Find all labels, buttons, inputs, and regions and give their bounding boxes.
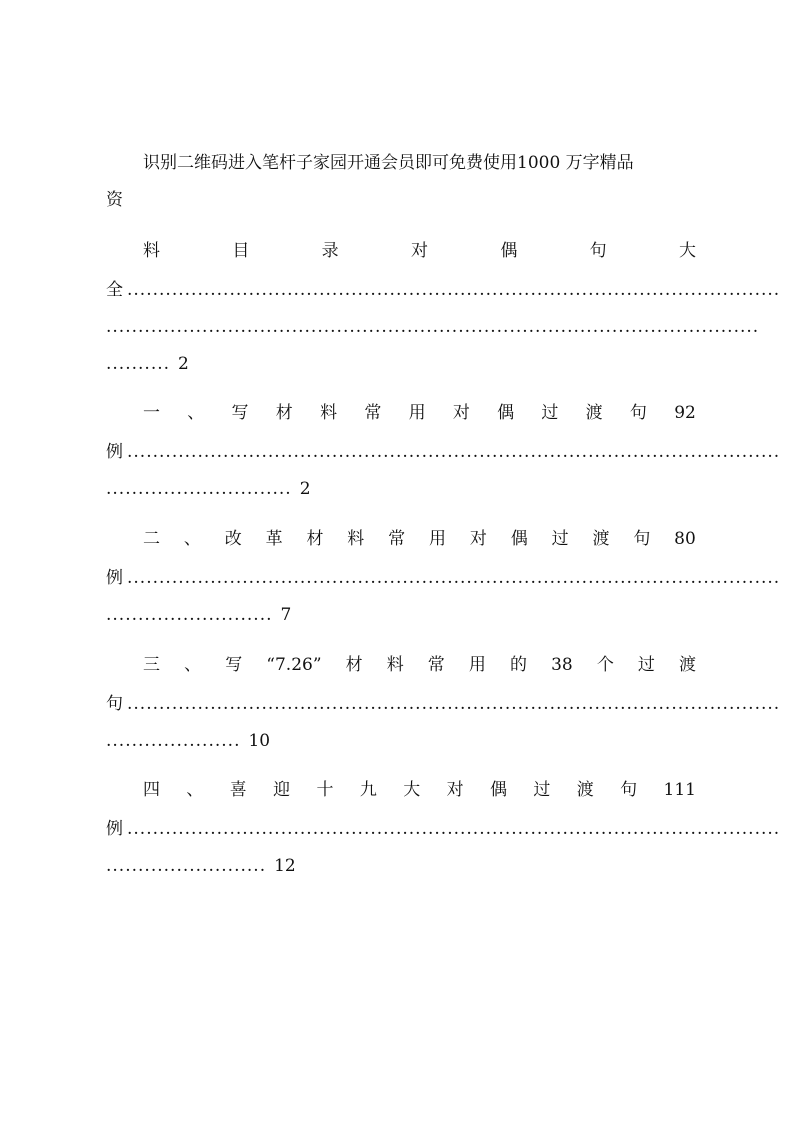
- toc-entry-char: 用: [408, 403, 426, 423]
- toc-entry-char: 用: [468, 655, 486, 675]
- toc-heading-char: 目: [232, 241, 250, 261]
- toc-entry-char: 渡: [592, 529, 610, 549]
- toc-entry-char: 92: [674, 403, 696, 423]
- toc-entry-page: 10: [248, 731, 271, 751]
- toc-entry-1-page-line[interactable]: [106, 474, 696, 504]
- toc-heading-tail: 全: [106, 280, 123, 300]
- toc-heading-char: 大: [678, 241, 696, 261]
- toc-entry-char: 用: [429, 529, 447, 549]
- dot-leader: ......................................................................................................: [127, 694, 781, 714]
- toc-entry-char: 过: [637, 655, 655, 675]
- dot-leader: ..........: [106, 354, 171, 374]
- toc-entry-char: 偶: [490, 780, 507, 800]
- toc-entry-char: 句: [629, 403, 647, 423]
- toc-entry-char: 对: [452, 403, 470, 423]
- toc-entry-char: 对: [469, 529, 487, 549]
- toc-entry-char: 句: [633, 529, 651, 549]
- toc-entry-char: 38: [551, 655, 573, 675]
- toc-entry-char: 渡: [679, 655, 696, 675]
- dot-leader-line: ......................................................................................................: [106, 317, 760, 337]
- toc-entry-char: 喜: [229, 780, 247, 800]
- toc-entry-char: 、: [183, 529, 201, 549]
- toc-entry-char: 渡: [576, 780, 594, 800]
- toc-entry-3-page-line[interactable]: [106, 726, 696, 756]
- toc-entry-char: 二: [143, 529, 160, 549]
- toc-entry-1-leader-line[interactable]: [106, 437, 781, 467]
- toc-entry-2-title[interactable]: [143, 524, 696, 554]
- toc-heading-leader-line: [106, 275, 781, 305]
- dot-leader: ......................................................................................................: [127, 568, 781, 588]
- toc-entry-char: 对: [446, 780, 464, 800]
- toc-entry-4-page-line[interactable]: [106, 851, 696, 881]
- toc-entry-char: 常: [388, 529, 406, 549]
- toc-heading: [143, 236, 696, 266]
- toc-entry-char: 过: [533, 780, 551, 800]
- toc-entry-char: 、: [184, 655, 202, 675]
- toc-entry-char: 个: [596, 655, 614, 675]
- toc-entry-char: 111: [663, 780, 696, 800]
- toc-heading-char: 句: [589, 241, 607, 261]
- toc-entry-char: 一: [143, 403, 160, 423]
- toc-heading-char: 料: [143, 241, 160, 261]
- toc-entry-char: 料: [347, 529, 365, 549]
- toc-entry-tail: 例: [106, 819, 123, 839]
- toc-entry-char: 材: [345, 655, 363, 675]
- dot-leader: ......................................................................................................: [127, 442, 781, 462]
- toc-entry-char: 80: [674, 529, 696, 549]
- toc-entry-2-page-line[interactable]: [106, 600, 696, 630]
- toc-entry-3-leader-line[interactable]: [106, 689, 781, 719]
- toc-entry-char: 材: [306, 529, 324, 549]
- toc-entry-char: 、: [187, 403, 205, 423]
- toc-entry-char: 写: [231, 403, 249, 423]
- toc-heading-page-line: [106, 349, 696, 379]
- dot-leader: .....................: [106, 731, 241, 751]
- toc-entry-char: 偶: [510, 529, 528, 549]
- toc-entry-page: 2: [299, 479, 311, 499]
- toc-entry-char: 革: [265, 529, 283, 549]
- toc-entry-char: 过: [541, 403, 559, 423]
- dot-leader: .............................: [106, 479, 292, 499]
- toc-entry-char: 常: [427, 655, 445, 675]
- toc-entry-page: 7: [280, 605, 292, 625]
- toc-entry-char: 改: [224, 529, 242, 549]
- toc-entry-char: 十: [316, 780, 334, 800]
- toc-entry-char: “7.26”: [266, 655, 322, 675]
- toc-heading-page: 2: [178, 354, 189, 374]
- toc-entry-char: 、: [186, 780, 204, 800]
- toc-entry-tail: 例: [106, 568, 123, 588]
- toc-entry-char: 料: [320, 403, 338, 423]
- toc-entry-4-title[interactable]: [143, 775, 696, 805]
- toc-entry-char: 三: [143, 655, 160, 675]
- toc-heading-char: 录: [321, 241, 339, 261]
- toc-entry-tail: 句: [106, 694, 123, 714]
- toc-entry-page: 12: [274, 856, 296, 876]
- toc-entry-char: 句: [620, 780, 638, 800]
- toc-heading-char: 偶: [500, 241, 518, 261]
- toc-entry-char: 渡: [585, 403, 603, 423]
- toc-entry-char: 偶: [497, 403, 515, 423]
- toc-entry-tail: 例: [106, 442, 123, 462]
- toc-entry-char: 迎: [273, 780, 291, 800]
- toc-entry-char: 的: [509, 655, 527, 675]
- toc-entry-3-title[interactable]: [143, 650, 696, 680]
- toc-heading-char: 对: [410, 241, 428, 261]
- intro-line-2: 资: [106, 190, 123, 210]
- toc-entry-char: 材: [275, 403, 293, 423]
- toc-entry-2-leader-line[interactable]: [106, 563, 781, 593]
- dot-leader: ..........................: [106, 605, 273, 625]
- dot-leader: ......................................................................................................: [127, 280, 781, 300]
- toc-entry-4-leader-line[interactable]: [106, 814, 781, 844]
- toc-entry-char: 大: [403, 780, 421, 800]
- dot-leader: ......................................................................................................: [127, 819, 781, 839]
- dot-leader: .........................: [106, 856, 267, 876]
- intro-line-1: 识别二维码进入笔杆子家园开通会员即可免费使用1000 万字精品: [143, 153, 634, 173]
- toc-entry-char: 写: [225, 655, 243, 675]
- toc-entry-char: 四: [143, 780, 160, 800]
- toc-entry-char: 九: [359, 780, 377, 800]
- toc-entry-char: 常: [364, 403, 382, 423]
- toc-entry-char: 料: [386, 655, 404, 675]
- toc-entry-1-title[interactable]: [143, 398, 696, 428]
- toc-entry-char: 过: [551, 529, 569, 549]
